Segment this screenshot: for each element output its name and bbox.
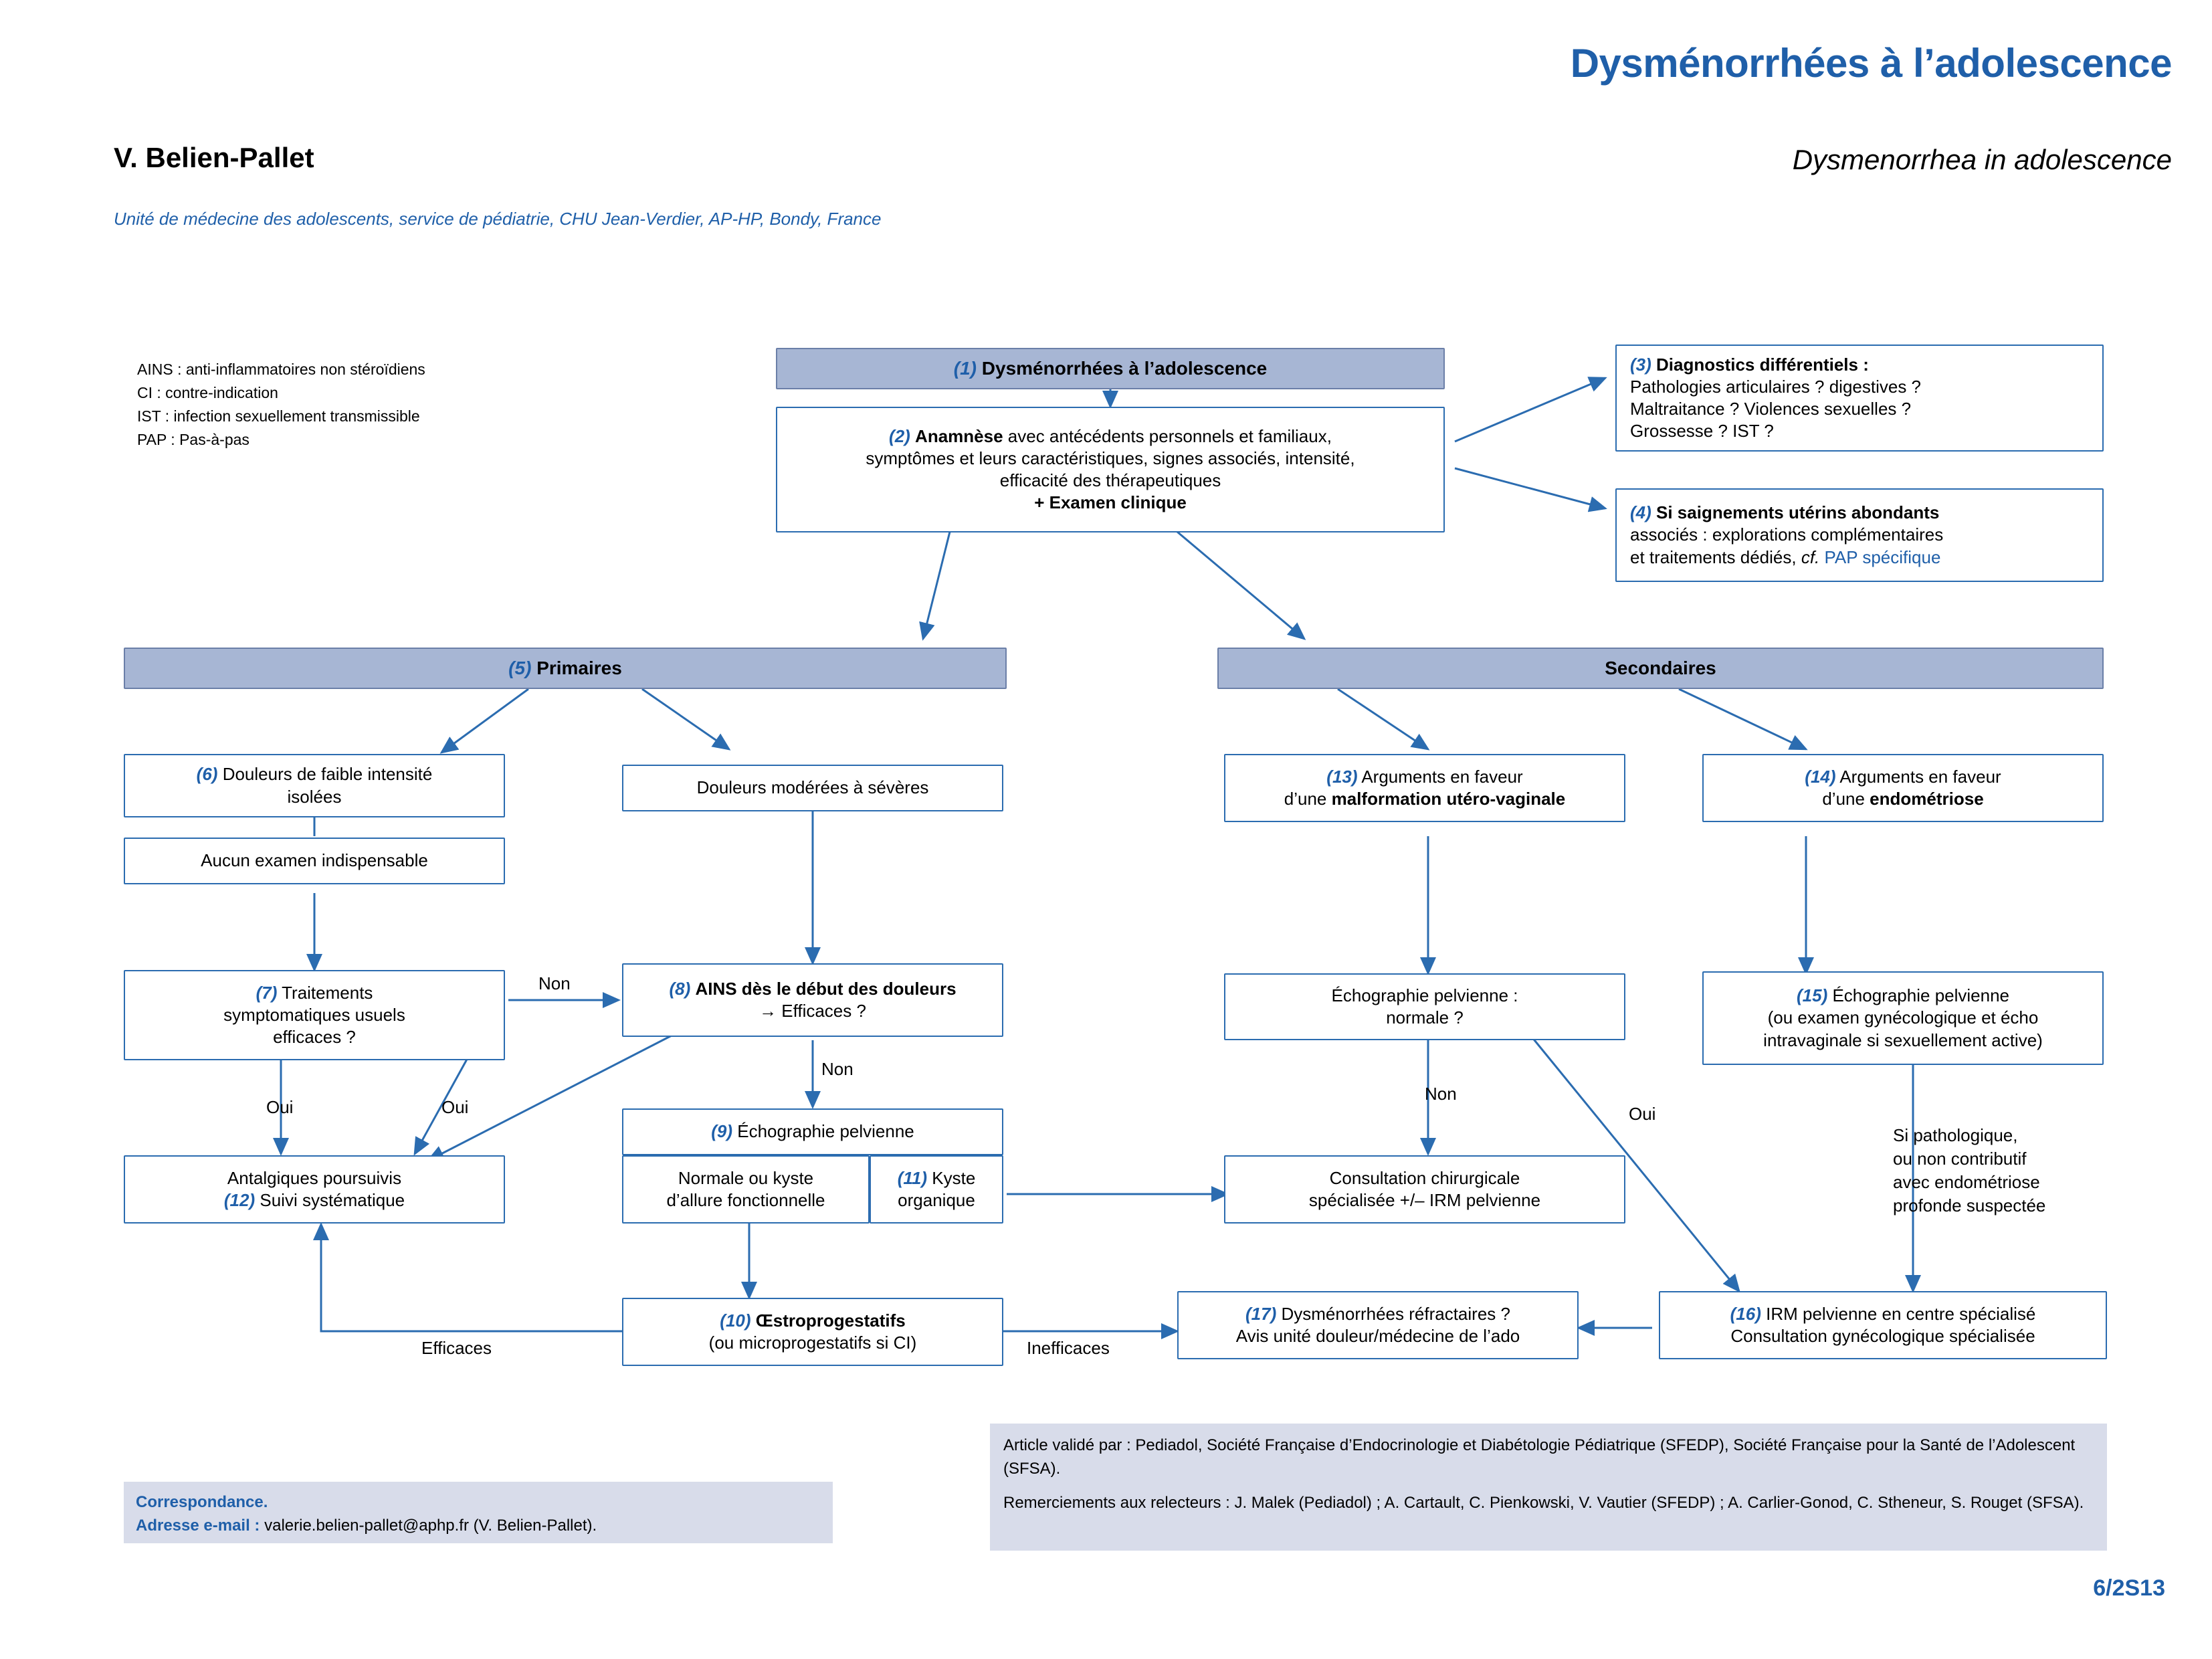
legend-line: PAP : Pas-à-pas: [137, 430, 249, 448]
correspondence-block: [124, 1482, 833, 1543]
affiliation: Unité de médecine des adolescents, service de pédiatrie, CHU Jean-Verdier, AP-HP, Bondy, France: [114, 209, 882, 229]
abbreviations-legend: [137, 358, 425, 452]
legend-line: IST : infection sexuellement transmissible: [137, 407, 420, 425]
node-12-antalgiques-poursuivis: Antalgiques poursuivis (12) Suivi systématique: [124, 1155, 505, 1224]
edge-label-inefficaces: Inefficaces: [1027, 1338, 1110, 1358]
node-8-ains: (8) AINS dès le début des douleurs → Efficaces ?: [622, 963, 1003, 1037]
page-title: Dysménorrhées à l’adolescence: [1570, 41, 2172, 86]
page-number: 6/2S13: [2093, 1575, 2165, 1601]
node-6-douleurs-faible-intensite: (6) Douleurs de faible intensité isolées: [124, 754, 505, 817]
edge-label-oui-2: Oui: [441, 1097, 469, 1117]
node-echographie-normale: Échographie pelvienne : normale ?: [1224, 973, 1625, 1040]
node-3-diagnostics-differentiels: (3) Diagnostics différentiels : Pathologies articulaires ? digestives ? Maltraitance ? Violences sexuelles ? Grossesse ? IST ?: [1615, 345, 2104, 452]
node-15-echographie-pelvienne: (15) Échographie pelvienne (ou examen gynécologique et écho intravaginale si sexuellement active): [1702, 971, 2104, 1065]
edge-label-oui-1: Oui: [266, 1097, 294, 1117]
node-5-primaires: (5) Primaires: [124, 648, 1007, 689]
node-17-dysmenorrhees-refractaires: (17) Dysménorrhées réfractaires ? Avis unité douleur/médecine de l’ado: [1177, 1291, 1579, 1359]
edge-label-non-2: Non: [821, 1059, 853, 1079]
edge-label-oui-3: Oui: [1629, 1104, 1656, 1124]
node-consultation-chirurgicale: Consultation chirurgicale spécialisée +/– IRM pelvienne: [1224, 1155, 1625, 1224]
edge-label-non-1: Non: [538, 973, 571, 993]
node-aucun-examen: Aucun examen indispensable: [124, 838, 505, 884]
node-secondaires: Secondaires: [1217, 648, 2104, 689]
legend-line: CI : contre-indication: [137, 383, 278, 401]
validation-text: Article validé par : Pediadol, Société Française d’Endocrinologie et Diabétologie Pédiatrique (SFEDP), Société Française pour la Santé de l’Adolescent (SFSA).: [1003, 1436, 2076, 1478]
acknowledgements-text: Remerciements aux relecteurs : J. Malek (Pediadol) ; A. Cartault, C. Pienkowski, V. Vautier (SFEDP) ; A. Carlier-Gonod, C. Stheneur, S. Rouget (SFSA).: [1003, 1493, 2084, 1512]
node-11-kyste-organique: (11) Kyste organique: [870, 1155, 1003, 1224]
node-14-endometriose: (14) Arguments en faveur d’une endométriose: [1702, 754, 2104, 822]
edge-label-non-3: Non: [1425, 1084, 1457, 1104]
node-normale-kyste-fonctionnel: Normale ou kyste d’allure fonctionnelle: [622, 1155, 870, 1224]
node-7-traitements-symptomatiques: (7) Traitements symptomatiques usuels efficaces ?: [124, 970, 505, 1060]
page-subtitle: Dysmenorrhea in adolescence: [1792, 144, 2172, 175]
node-9-echographie-pelvienne: (9) Échographie pelvienne: [622, 1108, 1003, 1155]
node-16-irm-pelvienne: (16) IRM pelvienne en centre spécialisé Consultation gynécologique spécialisée: [1659, 1291, 2107, 1359]
node-13-malformation-utero-vaginale: (13) Arguments en faveur d’une malformation utéro-vaginale: [1224, 754, 1625, 822]
legend-line: AINS : anti-inflammatoires non stéroïdiens: [137, 361, 425, 378]
email-value: valerie.belien-pallet@aphp.fr (V. Belien-Pallet).: [260, 1516, 597, 1535]
node-10-oestroprogestatifs: (10) Œstroprogestatifs (ou microprogestatifs si CI): [622, 1298, 1003, 1366]
node-2-anamnese: (2) Anamnèse avec antécédents personnels et familiaux, symptômes et leurs caractéristiques, signes associés, intensité, efficacité des thérapeutiques + Examen clinique: [776, 407, 1445, 532]
email-label: Adresse e-mail :: [136, 1516, 260, 1535]
node-1-dysmenorrhees: (1) Dysménorrhées à l’adolescence: [776, 348, 1445, 389]
node-4-saignements-uterins: (4) Si saignements utérins abondants associés : explorations complémentaires et traitements dédiés, cf. PAP spécifique: [1615, 488, 2104, 582]
edge-label-si-pathologique: Si pathologique, ou non contributif avec endométriose profonde suspectée: [1893, 1125, 2046, 1216]
validation-block: [990, 1424, 2107, 1551]
node-douleurs-moderees: Douleurs modérées à sévères: [622, 765, 1003, 811]
correspondence-label: Correspondance.: [136, 1493, 268, 1511]
edge-label-efficaces: Efficaces: [421, 1338, 492, 1358]
author-name: V. Belien-Pallet: [114, 142, 314, 173]
